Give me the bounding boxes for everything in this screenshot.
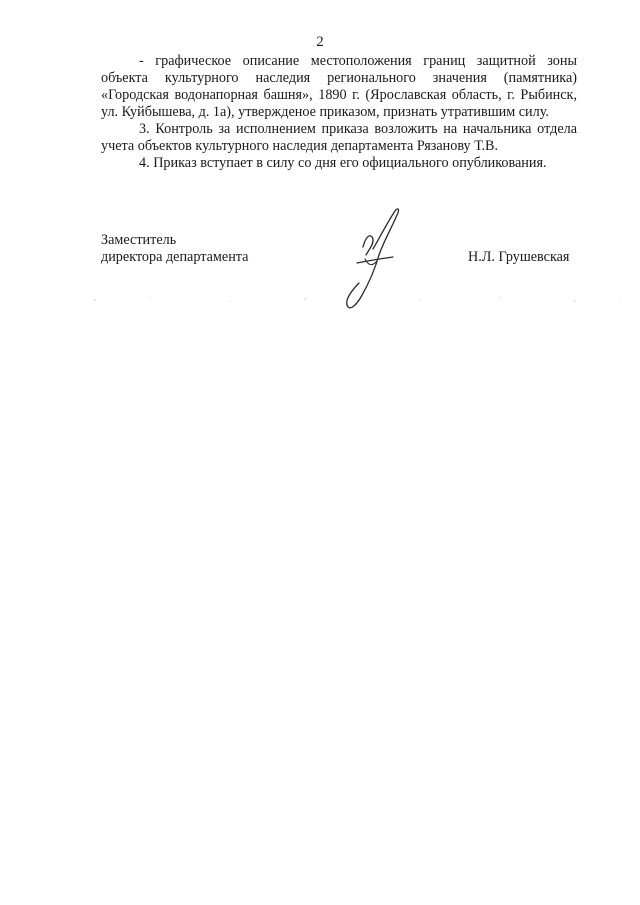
text-line: «Городская водонапорная башня», 1890 г. (Ярославская область, г. Рыбинск, [101, 87, 577, 103]
text-line: 3. Контроль за исполнением приказа возложить на начальника отдела [139, 121, 577, 137]
paragraph-graphic-description [101, 53, 577, 121]
text-line: учета объектов культурного наследия департамента Рязанову Т.В. [101, 138, 499, 154]
signatory-position [101, 232, 248, 266]
document-body [101, 53, 577, 172]
signatory-name: Н.Л. Грушевская [468, 249, 570, 265]
paragraph-effective-date: 4. Приказ вступает в силу со дня его официального опубликования. [139, 155, 547, 171]
text-line: объекта культурного наследия регионального значения (памятника) [101, 70, 577, 86]
handwritten-signature [335, 203, 405, 313]
text-line: - графическое описание местоположения границ защитной зоны [139, 53, 577, 69]
text-line: ул. Куйбышева, д. 1а), утвержденое приказом, признать утратившим силу. [101, 104, 549, 120]
position-line-1: Заместитель [101, 232, 177, 248]
page-number: 2 [316, 34, 324, 50]
paragraph-control [101, 121, 577, 155]
position-line-2: директора департамента [101, 249, 249, 265]
